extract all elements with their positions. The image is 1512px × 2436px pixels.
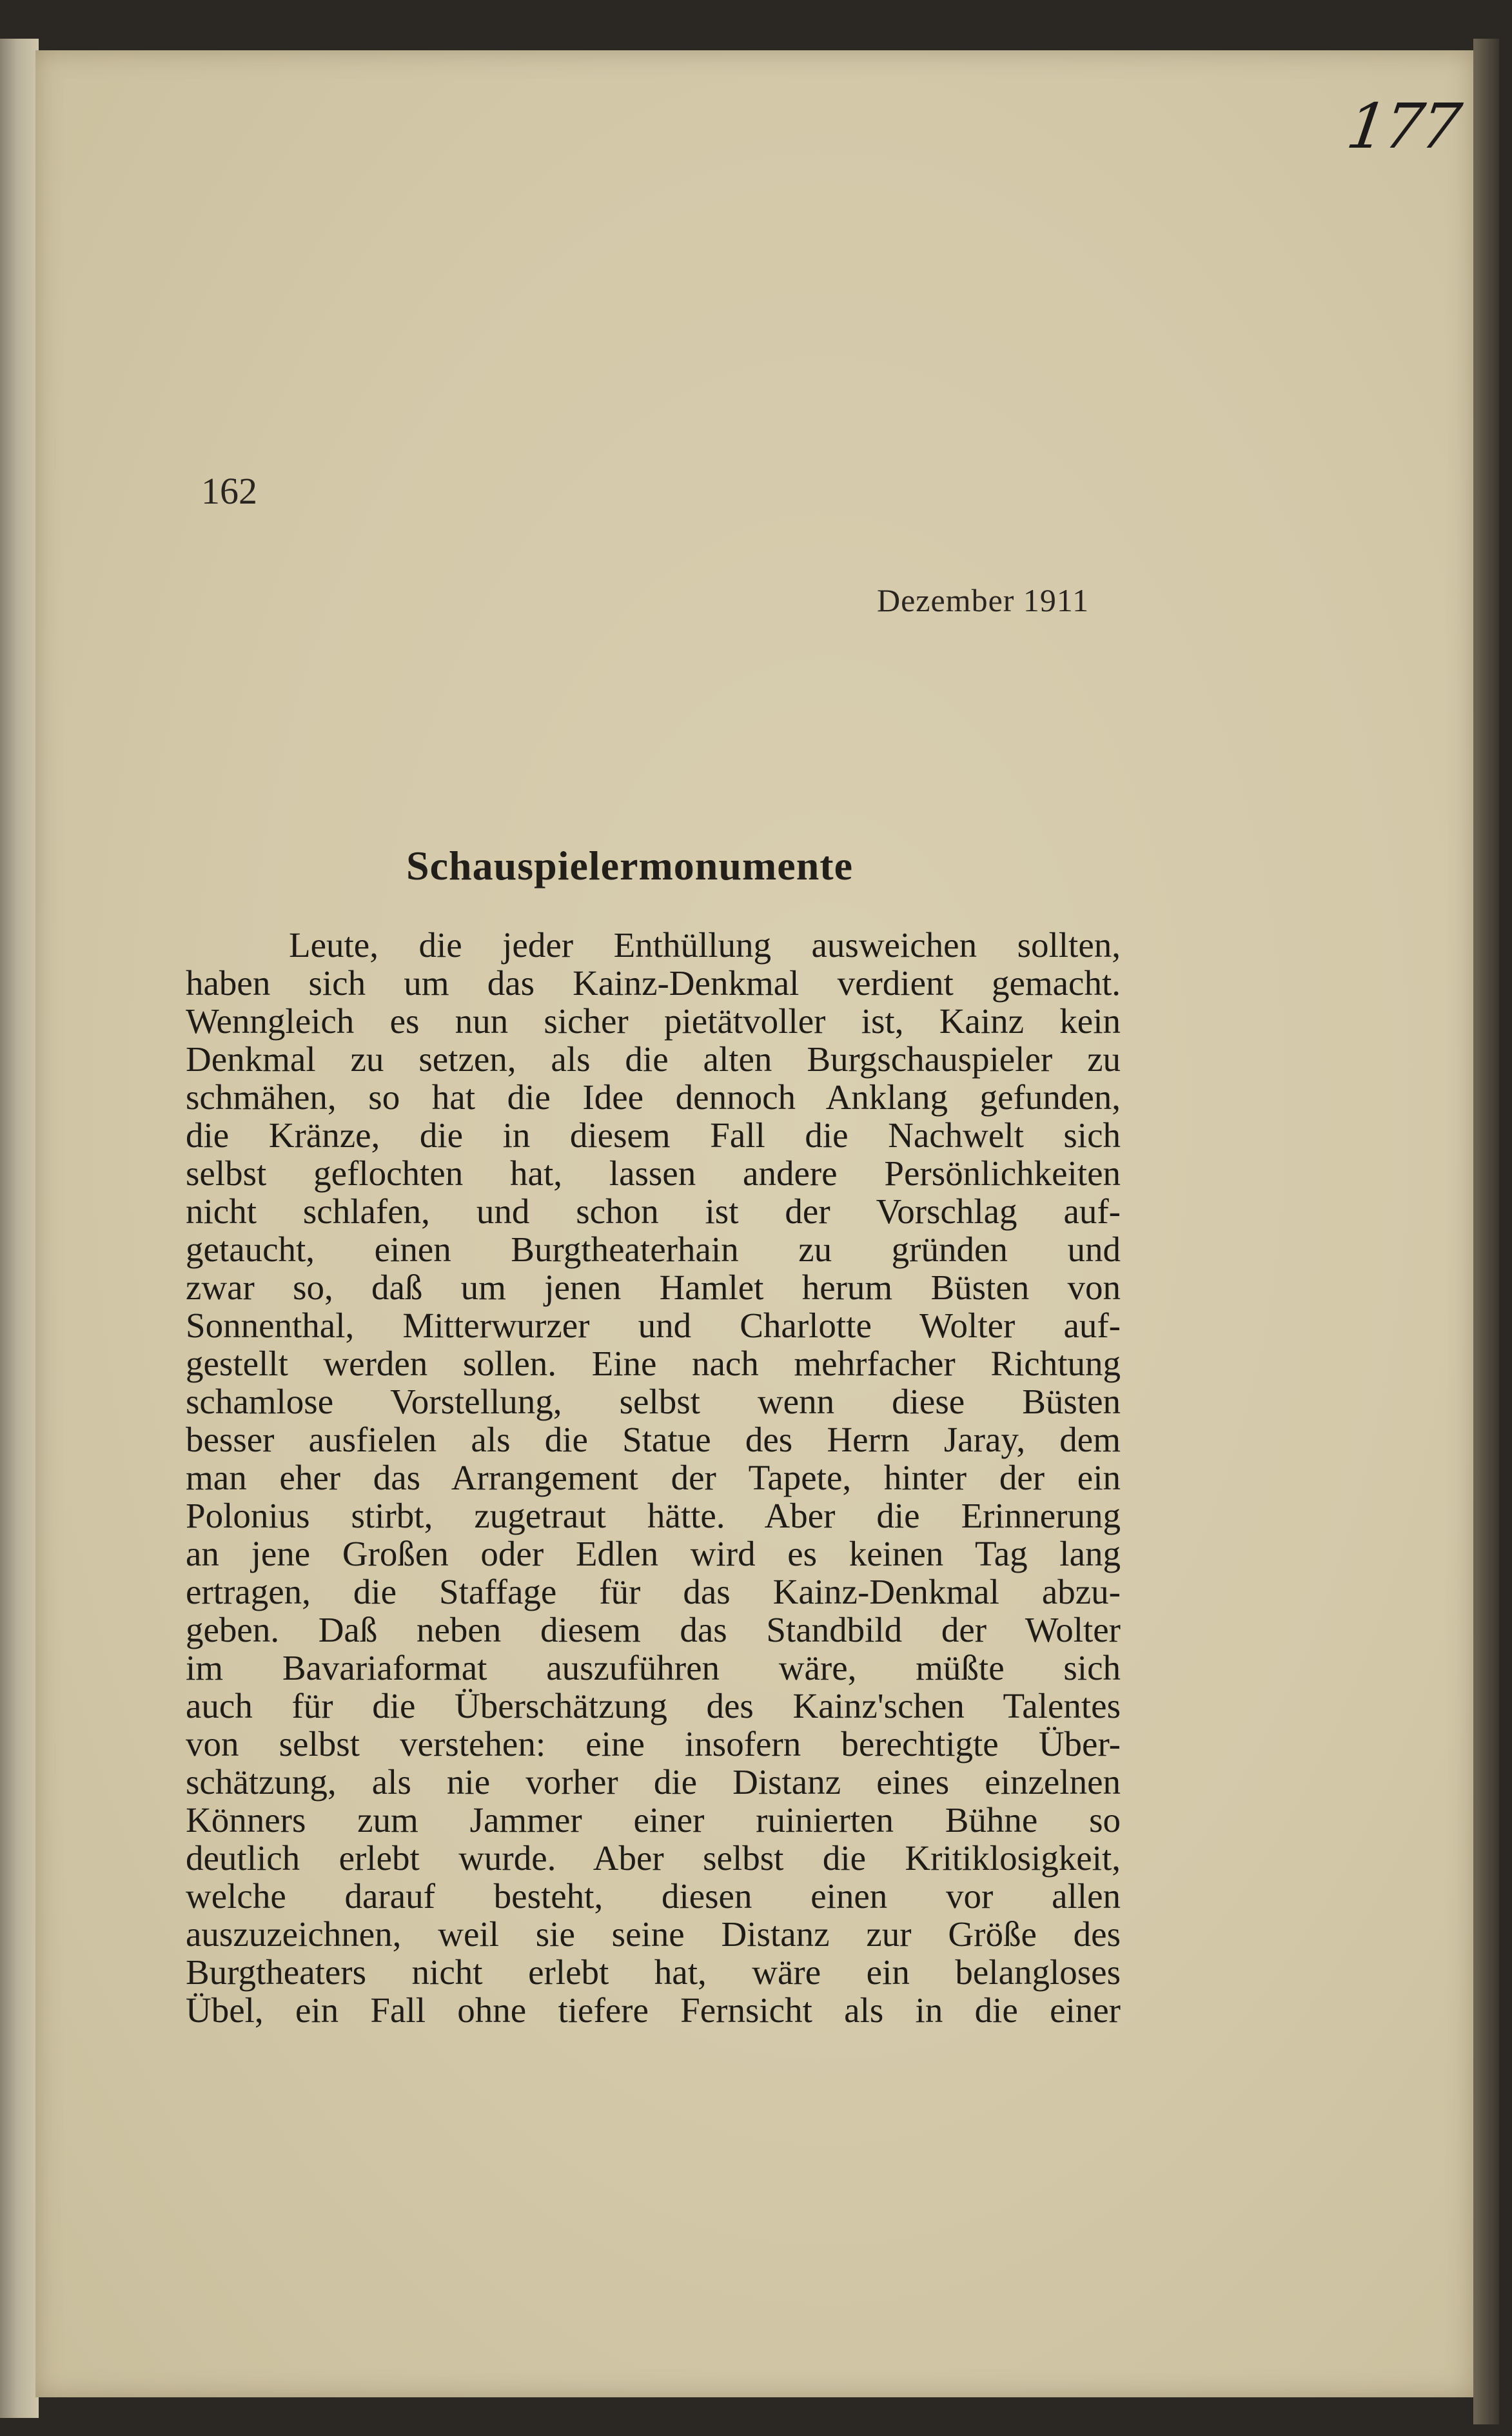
body-line: Wenngleich es nun sicher pietätvoller ist, Kainz kein bbox=[186, 1001, 1121, 1041]
body-line: Leute, die jeder Enthüllung ausweichen sollten, bbox=[289, 925, 1121, 965]
body-line: Denkmal zu setzen, als die alten Burgschauspieler zu bbox=[186, 1039, 1121, 1079]
body-line: welche darauf besteht, diesen einen vor allen bbox=[186, 1876, 1121, 1916]
body-line: Könners zum Jammer einer ruinierten Bühne so bbox=[186, 1800, 1121, 1840]
body-line: auszuzeichnen, weil sie seine Distanz zur Größe des bbox=[186, 1914, 1121, 1954]
body-line: getaucht, einen Burgtheaterhain zu gründen und bbox=[186, 1230, 1121, 1269]
body-line: zwar so, daß um jenen Hamlet herum Büsten von bbox=[186, 1268, 1121, 1307]
body-line: geben. Daß neben diesem das Standbild der Wolter bbox=[186, 1610, 1121, 1649]
body-line: schmähen, so hat die Idee dennoch Anklang gefunden, bbox=[186, 1077, 1121, 1117]
page-number: 162 bbox=[201, 470, 257, 512]
body-line: Polonius stirbt, zugetraut hätte. Aber die Erinnerung bbox=[186, 1496, 1121, 1535]
body-line: schamlose Vorstellung, selbst wenn diese Büsten bbox=[186, 1382, 1121, 1421]
body-line: Übel, ein Fall ohne tiefere Fernsicht als in die einer bbox=[186, 1990, 1121, 2030]
body-line: auch für die Überschätzung des Kainz'schen Talentes bbox=[186, 1686, 1121, 1725]
body-line: ertragen, die Staffage für das Kainz-Denkmal abzu- bbox=[186, 1572, 1121, 1611]
article-title: Schauspielermonumente bbox=[406, 843, 853, 889]
body-line: an jene Großen oder Edlen wird es keinen Tag lang bbox=[186, 1534, 1121, 1573]
body-line: von selbst verstehen: eine insofern berechtigte Über- bbox=[186, 1724, 1121, 1763]
body-line: selbst geflochten hat, lassen andere Persönlichkeiten bbox=[186, 1154, 1121, 1193]
handwritten-folio-number: 177 bbox=[1342, 90, 1464, 162]
body-line: Burgtheaters nicht erlebt hat, wäre ein belangloses bbox=[186, 1952, 1121, 1992]
body-line: die Kränze, die in diesem Fall die Nachwelt sich bbox=[186, 1115, 1121, 1155]
body-line: gestellt werden sollen. Eine nach mehrfacher Richtung bbox=[186, 1344, 1121, 1383]
body-line: haben sich um das Kainz-Denkmal verdient gemacht. bbox=[186, 963, 1121, 1003]
body-line: deutlich erlebt wurde. Aber selbst die Kritiklosigkeit, bbox=[186, 1838, 1121, 1878]
body-line: nicht schlafen, und schon ist der Vorschlag auf- bbox=[186, 1192, 1121, 1231]
body-line: man eher das Arrangement der Tapete, hinter der ein bbox=[186, 1458, 1121, 1497]
body-line: schätzung, als nie vorher die Distanz eines einzelnen bbox=[186, 1762, 1121, 1802]
page-edge-shadow bbox=[1473, 39, 1499, 2424]
body-line: im Bavariaformat auszuführen wäre, müßte sich bbox=[186, 1648, 1121, 1687]
article-body bbox=[186, 926, 1121, 2029]
body-line: besser ausfielen als die Statue des Herrn Jaray, dem bbox=[186, 1420, 1121, 1459]
issue-date: Dezember 1911 bbox=[877, 582, 1090, 618]
body-line: Sonnenthal, Mitterwurzer und Charlotte Wolter auf- bbox=[186, 1306, 1121, 1345]
binding-edge bbox=[0, 39, 39, 2418]
